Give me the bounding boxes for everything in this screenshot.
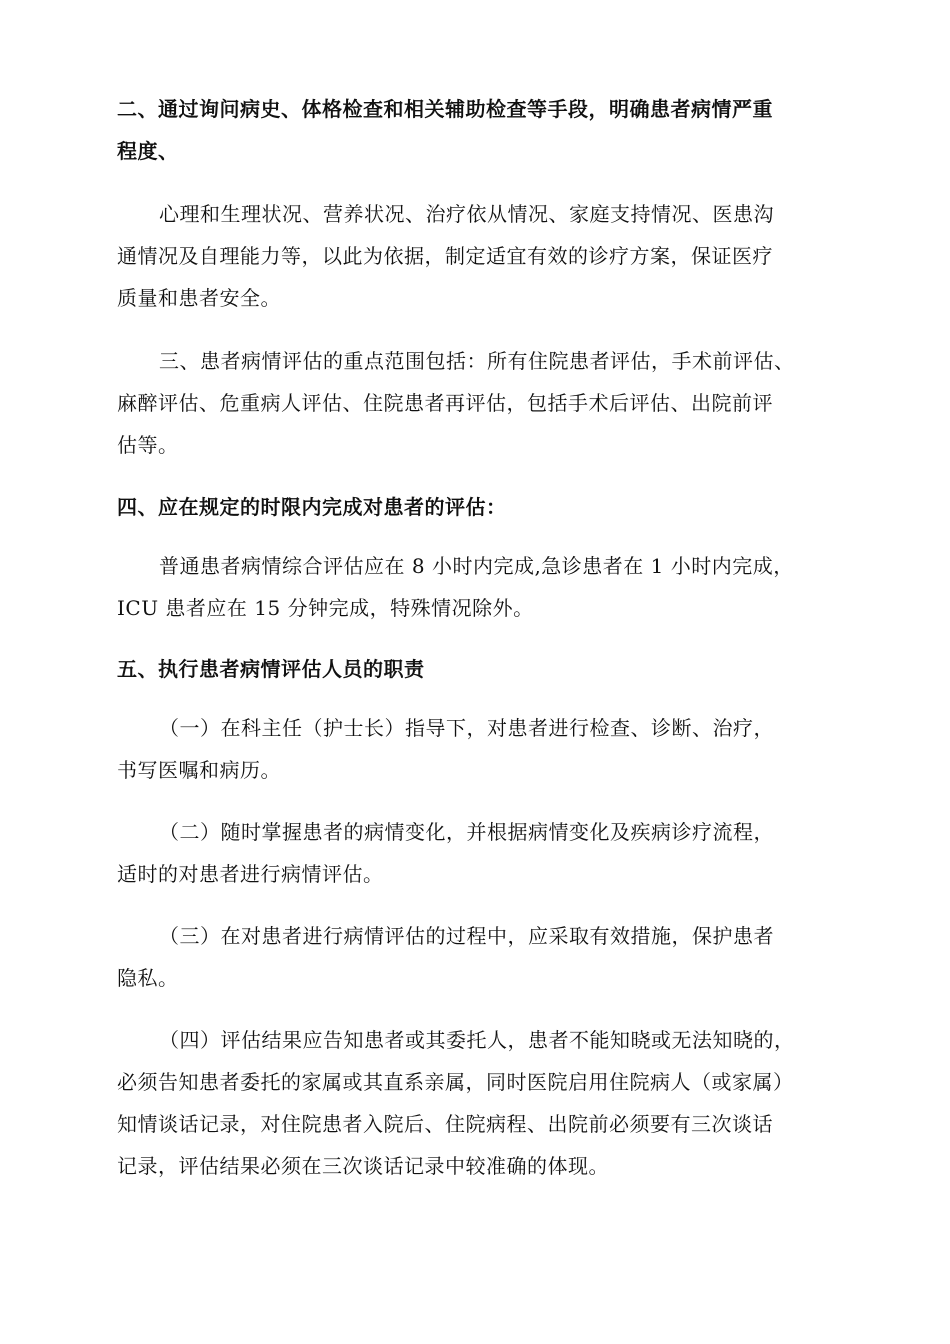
section-5-item-1-line-2: 书写医嘱和病历。	[117, 758, 281, 782]
section-4-paragraph-line-1: 普通患者病情综合评估应在 8 小时内完成,急诊患者在 1 小时内完成，	[159, 554, 794, 578]
section-2-paragraph	[117, 193, 837, 319]
section-2-heading-line-1: 二、通过询问病史、体格检查和相关辅助检查等手段，明确患者病情严重	[117, 97, 773, 121]
section-5-heading	[117, 648, 837, 690]
section-5-item-2	[117, 811, 837, 895]
section-5-item-4	[117, 1019, 837, 1187]
section-5-item-2-line-1: （二）随时掌握患者的病情变化，并根据病情变化及疾病诊疗流程，	[159, 820, 774, 844]
section-5-item-4-line-3: 知情谈话记录，对住院患者入院后、住院病程、出院前必须要有三次谈话	[117, 1112, 773, 1136]
section-2-paragraph-line-2: 通情况及自理能力等，以此为依据，制定适宜有效的诊疗方案，保证医疗	[117, 244, 773, 268]
section-4-heading-line: 四、应在规定的时限内完成对患者的评估：	[117, 495, 507, 519]
section-3-paragraph	[117, 340, 837, 466]
section-4-paragraph	[117, 545, 837, 629]
section-5-heading-line: 五、执行患者病情评估人员的职责	[117, 657, 425, 681]
section-4-paragraph-line-2: ICU 患者应在 15 分钟完成，特殊情况除外。	[117, 596, 534, 620]
section-5-item-3	[117, 915, 837, 999]
section-3-line-1: 三、患者病情评估的重点范围包括：所有住院患者评估，手术前评估、	[159, 349, 795, 373]
section-3-line-3: 估等。	[117, 433, 179, 457]
section-5-item-1-line-1: （一）在科主任（护士长）指导下，对患者进行检查、诊断、治疗，	[159, 716, 774, 740]
section-5-item-3-line-2: 隐私。	[117, 966, 179, 990]
section-2-heading	[117, 88, 837, 172]
section-5-item-1	[117, 707, 837, 791]
section-2-paragraph-line-3: 质量和患者安全。	[117, 286, 281, 310]
section-2-paragraph-line-1: 心理和生理状况、营养状况、治疗依从情况、家庭支持情况、医患沟	[159, 202, 774, 226]
section-5-item-3-line-1: （三）在对患者进行病情评估的过程中，应采取有效措施，保护患者	[159, 924, 774, 948]
section-4-heading	[117, 486, 837, 528]
section-5-item-2-line-2: 适时的对患者进行病情评估。	[117, 862, 384, 886]
section-2-heading-line-2: 程度、	[117, 139, 179, 163]
section-5-item-4-line-2: 必须告知患者委托的家属或其直系亲属，同时医院启用住院病人（或家属）	[117, 1070, 794, 1094]
section-5-item-4-line-1: （四）评估结果应告知患者或其委托人，患者不能知晓或无法知晓的，	[159, 1028, 795, 1052]
section-5-item-4-line-4: 记录，评估结果必须在三次谈话记录中较准确的体现。	[117, 1154, 609, 1178]
section-3-line-2: 麻醉评估、危重病人评估、住院患者再评估，包括手术后评估、出院前评	[117, 391, 773, 415]
